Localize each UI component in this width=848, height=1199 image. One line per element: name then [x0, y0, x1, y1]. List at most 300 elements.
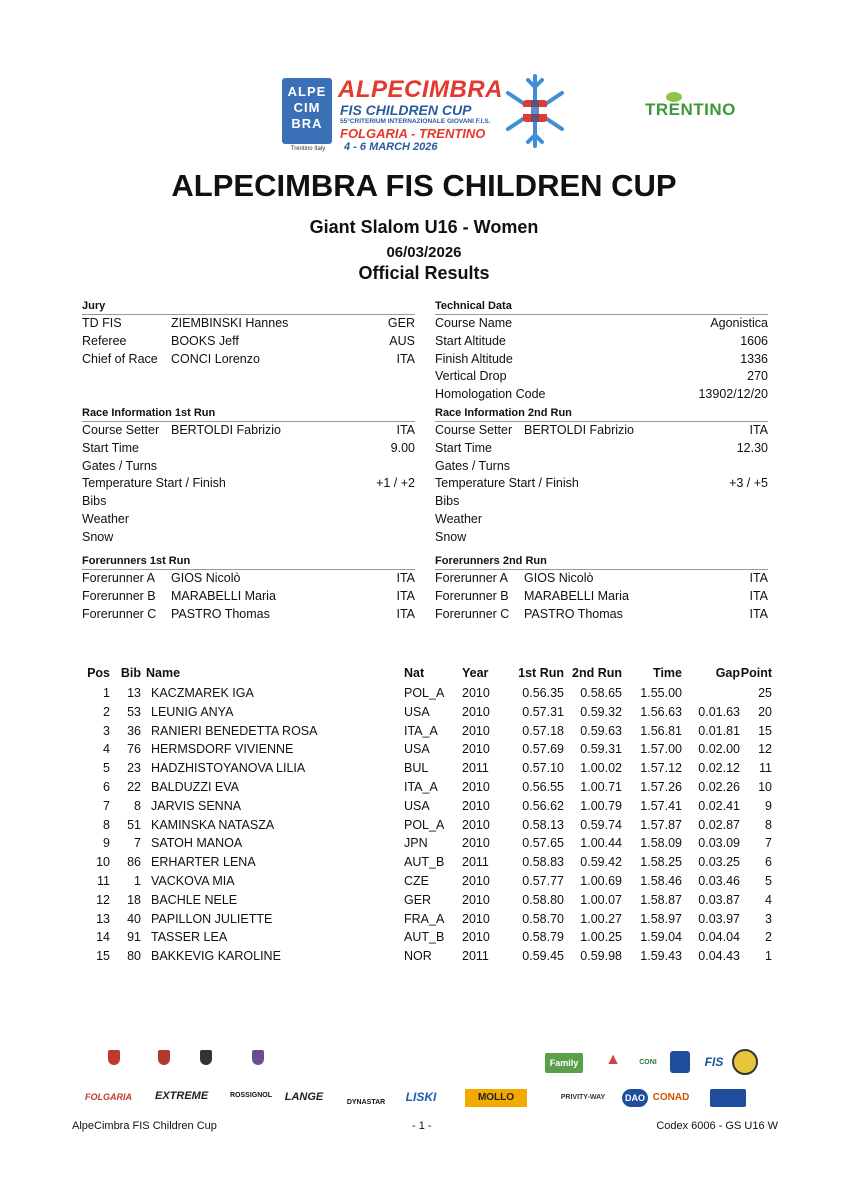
forerunner-row	[82, 570, 415, 588]
cell-run1: 0.57.65	[522, 836, 564, 851]
run1-value: +1 / +2	[376, 476, 415, 491]
cell-run2: 1.00.02	[580, 761, 622, 776]
cell-time: 1.56.81	[640, 723, 682, 738]
run2-label: Start Time	[435, 440, 492, 455]
cell-point: 25	[758, 686, 772, 700]
table-row	[82, 759, 782, 778]
cell-run2: 1.00.71	[580, 779, 622, 794]
cell-pos: 14	[96, 930, 110, 945]
cell-run2: 0.59.42	[580, 855, 622, 870]
logo-box-line: ALPE	[287, 84, 327, 99]
jury-heading: Jury	[82, 298, 415, 315]
cell-name: KACZMAREK IGA	[151, 686, 254, 700]
jury-label: Chief of Race	[82, 351, 158, 366]
forerunner-label: Forerunner C	[82, 606, 157, 621]
cell-bib: 51	[127, 817, 141, 832]
cell-run2: 0.58.65	[580, 686, 622, 700]
cell-point: 5	[765, 873, 772, 888]
cell-run2: 1.00.79	[580, 798, 622, 813]
table-row	[82, 928, 782, 947]
run1-label: Gates / Turns	[82, 458, 158, 473]
run1-info-section	[82, 405, 415, 547]
table-row	[82, 947, 782, 966]
cell-run2: 1.00.44	[580, 836, 622, 851]
cell-time: 1.57.87	[640, 817, 682, 832]
cell-bib: 40	[127, 911, 141, 926]
cell-bib: 1	[134, 873, 141, 888]
cell-gap: 0.03.87	[698, 892, 740, 907]
technical-value: 1336	[740, 351, 768, 366]
alpecimbra-box-logo	[282, 78, 332, 152]
table-row	[82, 910, 782, 929]
cell-run2: 0.59.74	[580, 817, 622, 832]
run1-row	[82, 475, 415, 493]
sponsor-bank-icon	[710, 1089, 746, 1107]
cell-point: 6	[765, 855, 772, 870]
cell-year: 2010	[462, 686, 490, 700]
results-table	[82, 662, 782, 966]
snowflake-icon	[504, 70, 566, 152]
run1-label: Weather	[82, 511, 130, 526]
cell-nat: AUT_B	[404, 930, 445, 945]
header-run1: 1st Run	[518, 666, 564, 680]
setter-label: Course Setter	[82, 423, 160, 437]
cell-nat: BUL	[404, 761, 429, 776]
cell-gap: 0.04.04	[698, 930, 740, 945]
cell-name: JARVIS SENNA	[151, 798, 242, 813]
table-row	[82, 778, 782, 797]
sponsor-logo: LANGE	[284, 1091, 324, 1103]
cell-pos: 7	[103, 798, 110, 813]
run2-label: Weather	[435, 511, 483, 526]
page-number: - 1 -	[412, 1120, 432, 1132]
cell-run1: 0.56.35	[522, 686, 564, 700]
technical-row	[435, 333, 768, 351]
cell-name: VACKOVA MIA	[151, 873, 235, 888]
cell-point: 20	[758, 704, 772, 719]
forerunners1-section	[82, 553, 415, 623]
cell-pos: 5	[103, 761, 110, 776]
cell-point: 8	[765, 817, 772, 832]
technical-value: 270	[747, 369, 768, 384]
cell-gap: 0.02.12	[698, 761, 740, 776]
sponsor-ski-icon	[732, 1049, 758, 1075]
technical-row	[435, 315, 768, 333]
cell-year: 2011	[462, 761, 489, 776]
run1-label: Snow	[82, 529, 114, 544]
cell-time: 1.59.43	[640, 949, 682, 964]
technical-label: Vertical Drop	[435, 369, 507, 384]
header-bib: Bib	[120, 666, 141, 680]
table-row	[82, 740, 782, 759]
cell-nat: FRA_A	[404, 911, 445, 926]
cell-time: 1.58.09	[640, 836, 682, 851]
logo-title: ALPECIMBRA	[338, 76, 503, 103]
cell-bib: 18	[127, 892, 141, 907]
cell-name: BACHLE NELE	[151, 892, 238, 907]
table-row	[82, 684, 782, 703]
cell-point: 12	[758, 742, 772, 757]
setter-label: Course Setter	[435, 423, 513, 437]
cell-gap: 0.03.97	[698, 911, 740, 926]
logo-line4: 4 - 6 MARCH 2026	[344, 141, 438, 153]
cell-name: HERMSDORF VIVIENNE	[151, 742, 294, 757]
header-gap: Gap	[715, 666, 740, 680]
technical-row	[435, 386, 768, 404]
run1-row	[82, 440, 415, 458]
cell-run1: 0.58.83	[522, 855, 564, 870]
technical-row	[435, 368, 768, 386]
cell-pos: 4	[103, 742, 110, 757]
forerunner-nat: ITA	[749, 606, 768, 621]
cell-point: 15	[758, 723, 772, 738]
run2-row	[435, 475, 768, 493]
cell-run2: 1.00.69	[580, 873, 622, 888]
cell-run1: 0.57.77	[522, 873, 564, 888]
setter-name: BERTOLDI Fabrizio	[524, 423, 634, 437]
crest-icon	[108, 1050, 120, 1065]
logo-line1: FIS CHILDREN CUP	[340, 102, 472, 118]
cell-year: 2010	[462, 873, 490, 888]
technical-label: Homologation Code	[435, 387, 546, 402]
cell-bib: 8	[134, 798, 141, 813]
forerunner-nat: ITA	[396, 588, 415, 603]
jury-nat: AUS	[389, 333, 415, 348]
cell-year: 2010	[462, 723, 490, 738]
cell-bib: 80	[127, 949, 141, 964]
cell-name: BALDUZZI EVA	[151, 779, 239, 794]
jury-row	[82, 315, 415, 333]
sponsor-logo: FOLGARIA	[85, 1092, 132, 1102]
cell-nat: GER	[404, 892, 432, 907]
cell-nat: JPN	[404, 836, 428, 851]
run1-row	[82, 458, 415, 476]
table-row	[82, 816, 782, 835]
logo-box-line: CIM	[293, 100, 321, 115]
cell-point: 4	[765, 892, 772, 907]
run2-row	[435, 458, 768, 476]
header-year: Year	[462, 666, 489, 680]
table-row	[82, 853, 782, 872]
cell-run1: 0.59.45	[522, 949, 564, 964]
cell-bib: 7	[134, 836, 141, 851]
cell-run1: 0.56.62	[522, 798, 564, 813]
forerunner-name: PASTRO Thomas	[524, 606, 623, 621]
jury-row	[82, 333, 415, 351]
results-status: Official Results	[358, 263, 490, 283]
cell-run1: 0.58.80	[522, 892, 564, 907]
forerunners1-heading: Forerunners 1st Run	[82, 553, 415, 570]
cell-pos: 11	[97, 873, 110, 888]
cell-run1: 0.57.10	[522, 761, 564, 776]
cell-run1: 0.57.18	[522, 723, 564, 738]
run2-label: Gates / Turns	[435, 458, 511, 473]
run2-label: Bibs	[435, 494, 460, 509]
race-subtitle: Giant Slalom U16 - Women	[309, 217, 539, 237]
cell-time: 1.59.04	[640, 930, 682, 945]
cell-year: 2010	[462, 817, 490, 832]
sponsor-mascot-icon: ▲	[605, 1051, 621, 1068]
forerunner-nat: ITA	[749, 588, 768, 603]
run1-label: Temperature Start / Finish	[82, 476, 226, 491]
header-name: Name	[146, 666, 181, 680]
setter-name: BERTOLDI Fabrizio	[171, 423, 281, 437]
run1-row	[82, 493, 415, 511]
cell-point: 9	[765, 798, 772, 813]
cell-nat: ITA_A	[404, 779, 438, 794]
cell-bib: 22	[127, 779, 141, 794]
technical-value: 13902/12/20	[698, 387, 768, 402]
table-row	[82, 797, 782, 816]
cell-pos: 2	[103, 704, 110, 719]
jury-name: CONCI Lorenzo	[171, 351, 260, 366]
header-nat: Nat	[404, 666, 425, 680]
run1-setter-row	[82, 422, 415, 440]
table-row	[82, 872, 782, 891]
forerunner-label: Forerunner C	[435, 606, 510, 621]
forerunner-nat: ITA	[396, 606, 415, 621]
cell-gap: 0.01.81	[698, 723, 740, 738]
cell-time: 1.57.41	[640, 798, 682, 813]
setter-nat: ITA	[396, 423, 415, 437]
cell-time: 1.57.00	[640, 742, 682, 757]
forerunner-label: Forerunner A	[82, 571, 155, 585]
run1-row	[82, 511, 415, 529]
cell-gap: 0.04.43	[698, 949, 740, 964]
cell-time: 1.56.63	[640, 704, 682, 719]
cell-bib: 53	[127, 704, 141, 719]
jury-name: ZIEMBINSKI Hannes	[171, 316, 289, 330]
cell-run2: 0.59.63	[580, 723, 622, 738]
sponsor-logo: LISKI	[405, 1090, 437, 1104]
jury-label: Referee	[82, 333, 127, 348]
technical-value: Agonistica	[710, 316, 768, 330]
table-row	[82, 722, 782, 741]
header-run2: 2nd Run	[572, 666, 622, 680]
setter-nat: ITA	[749, 423, 768, 437]
cell-year: 2010	[462, 798, 490, 813]
cell-run2: 0.59.32	[580, 704, 622, 719]
forerunner-name: PASTRO Thomas	[171, 606, 270, 621]
cell-time: 1.55.00	[640, 686, 682, 700]
cell-run2: 0.59.98	[580, 949, 622, 964]
results-body	[82, 684, 782, 966]
cell-bib: 36	[127, 723, 141, 738]
cell-point: 7	[765, 836, 772, 851]
cell-nat: USA	[404, 704, 430, 719]
cell-gap: 0.02.41	[698, 798, 740, 813]
cell-point: 3	[765, 911, 772, 926]
technical-label: Finish Altitude	[435, 351, 513, 366]
crest-icon	[200, 1050, 212, 1065]
event-logo	[282, 68, 567, 158]
cell-pos: 12	[96, 892, 110, 907]
logo-line3: FOLGARIA - TRENTINO	[340, 126, 486, 141]
cell-gap: 0.03.46	[698, 873, 740, 888]
header-time: Time	[653, 666, 682, 680]
cell-name: KAMINSKA NATASZA	[151, 817, 275, 832]
trentino-logo: TRENTINO	[645, 100, 736, 119]
cell-run1: 0.56.55	[522, 779, 564, 794]
cell-name: HADZHISTOYANOVA LILIA	[151, 761, 306, 776]
cell-year: 2010	[462, 779, 490, 794]
table-row	[82, 891, 782, 910]
sponsor-logo: CONAD	[652, 1092, 690, 1103]
technical-label: Course Name	[435, 316, 513, 330]
jury-row	[82, 351, 415, 369]
sponsor-badge-icon	[670, 1051, 690, 1073]
run2-row	[435, 493, 768, 511]
cell-pos: 9	[103, 836, 110, 851]
cell-year: 2010	[462, 930, 490, 945]
cell-pos: 3	[103, 723, 110, 738]
forerunner-row	[435, 570, 768, 588]
cell-time: 1.57.26	[640, 779, 682, 794]
cell-year: 2010	[462, 911, 490, 926]
forerunner-nat: ITA	[396, 571, 415, 585]
results-header	[82, 662, 782, 684]
page-title: ALPECIMBRA FIS CHILDREN CUP	[171, 168, 677, 203]
cell-name: ERHARTER LENA	[151, 855, 256, 870]
cell-time: 1.58.87	[640, 892, 682, 907]
cell-run1: 0.57.69	[522, 742, 564, 757]
sponsor-logo: MOLLO	[465, 1089, 527, 1107]
cell-pos: 6	[103, 779, 110, 794]
run2-row	[435, 440, 768, 458]
forerunner-label: Forerunner B	[435, 588, 509, 603]
forerunner-row	[82, 606, 415, 624]
forerunners2-section	[435, 553, 768, 623]
technical-value: 1606	[740, 333, 768, 348]
cell-nat: USA	[404, 798, 430, 813]
cell-pos: 8	[103, 817, 110, 832]
cell-gap: 0.02.00	[698, 742, 740, 757]
technical-data-section	[435, 298, 768, 404]
cell-point: 2	[765, 930, 772, 945]
forerunner-name: MARABELLI Maria	[171, 588, 276, 603]
run2-value: +3 / +5	[729, 476, 768, 491]
logo-line2: 55°CRITERIUM INTERNAZIONALE GIOVANI F.I.S.	[340, 118, 491, 125]
cell-point: 10	[758, 779, 772, 794]
cell-nat: USA	[404, 742, 430, 757]
cell-time: 1.58.97	[640, 911, 682, 926]
cell-bib: 76	[127, 742, 141, 757]
sponsor-logo: ROSSIGNOL	[230, 1092, 273, 1099]
forerunner-name: MARABELLI Maria	[524, 588, 629, 603]
run2-info-section	[435, 405, 768, 547]
header-point: Point	[740, 666, 772, 680]
run1-label: Start Time	[82, 440, 139, 455]
jury-nat: GER	[387, 316, 415, 330]
cell-year: 2010	[462, 704, 490, 719]
cell-run1: 0.58.79	[522, 930, 564, 945]
sponsor-logo: DYNASTAR	[346, 1099, 386, 1106]
cell-gap: 0.03.09	[698, 836, 740, 851]
jury-name: BOOKS Jeff	[171, 333, 239, 348]
logo-box-line: BRA	[291, 116, 323, 131]
cell-point: 1	[765, 949, 772, 964]
cell-gap: 0.03.25	[698, 855, 740, 870]
run1-label: Bibs	[82, 494, 107, 509]
jury-label: TD FIS	[82, 316, 122, 330]
cell-bib: 86	[127, 855, 141, 870]
cell-gap: 0.01.63	[698, 704, 740, 719]
sponsor-logo: DAO	[622, 1089, 648, 1107]
cell-year: 2011	[462, 949, 489, 964]
cell-pos: 13	[96, 911, 110, 926]
race-date: 06/03/2026	[386, 244, 462, 261]
cell-bib: 13	[127, 686, 141, 700]
header-pos: Pos	[87, 666, 110, 680]
cell-run2: 0.59.31	[580, 742, 622, 757]
cell-year: 2010	[462, 742, 490, 757]
sponsor-coni-logo: CONI	[639, 1059, 657, 1066]
table-row	[82, 834, 782, 853]
cell-run2: 1.00.25	[580, 930, 622, 945]
jury-nat: ITA	[396, 351, 415, 366]
run2-row	[435, 511, 768, 529]
technical-heading: Technical Data	[435, 298, 768, 315]
forerunner-row	[435, 588, 768, 606]
crest-icon	[252, 1050, 264, 1065]
cell-run1: 0.58.13	[522, 817, 564, 832]
cell-name: RANIERI BENEDETTA ROSA	[151, 723, 318, 738]
cell-name: BAKKEVIG KAROLINE	[151, 949, 281, 964]
cell-point: 11	[759, 761, 772, 776]
forerunner-name: GIOS Nicolò	[171, 571, 241, 585]
sponsor-fis-logo: FIS	[704, 1055, 724, 1069]
cell-bib: 23	[127, 761, 141, 776]
cell-name: SATOH MANOA	[151, 836, 243, 851]
cell-nat: CZE	[404, 873, 429, 888]
forerunner-nat: ITA	[749, 571, 768, 585]
cell-name: LEUNIG ANYA	[151, 704, 234, 719]
cell-nat: ITA_A	[404, 723, 438, 738]
crest-icon	[158, 1050, 170, 1065]
cell-pos: 10	[96, 855, 110, 870]
cell-pos: 15	[96, 949, 110, 964]
sponsor-logo: EXTREME	[155, 1090, 209, 1102]
cell-gap: 0.02.26	[698, 779, 740, 794]
cell-name: TASSER LEA	[151, 930, 228, 945]
footer-codex: Codex 6006 - GS U16 W	[656, 1120, 778, 1132]
logo-box-sub: Trentino Italy	[290, 146, 326, 152]
forerunner-row	[435, 606, 768, 624]
sponsors-strip	[80, 1045, 770, 1117]
technical-row	[435, 351, 768, 369]
cell-time: 1.57.12	[640, 761, 682, 776]
sponsor-logo: PRIVITY-WAY	[560, 1094, 606, 1101]
cell-nat: POL_A	[404, 686, 445, 700]
cell-run2: 1.00.07	[580, 892, 622, 907]
run1-row	[82, 529, 415, 547]
run2-value: 12.30	[736, 440, 768, 455]
sponsor-family-logo: Family	[545, 1053, 583, 1073]
forerunner-label: Forerunner A	[435, 571, 508, 585]
cell-time: 1.58.46	[640, 873, 682, 888]
run2-label: Snow	[435, 529, 467, 544]
cell-year: 2010	[462, 836, 490, 851]
run1-value: 9.00	[390, 440, 415, 455]
cell-run1: 0.57.31	[522, 704, 564, 719]
cell-year: 2010	[462, 892, 490, 907]
cell-nat: AUT_B	[404, 855, 445, 870]
run2-heading: Race Information 2nd Run	[435, 405, 768, 422]
cell-run1: 0.58.70	[522, 911, 564, 926]
run1-heading: Race Information 1st Run	[82, 405, 415, 422]
cell-pos: 1	[103, 686, 110, 700]
cell-nat: POL_A	[404, 817, 445, 832]
